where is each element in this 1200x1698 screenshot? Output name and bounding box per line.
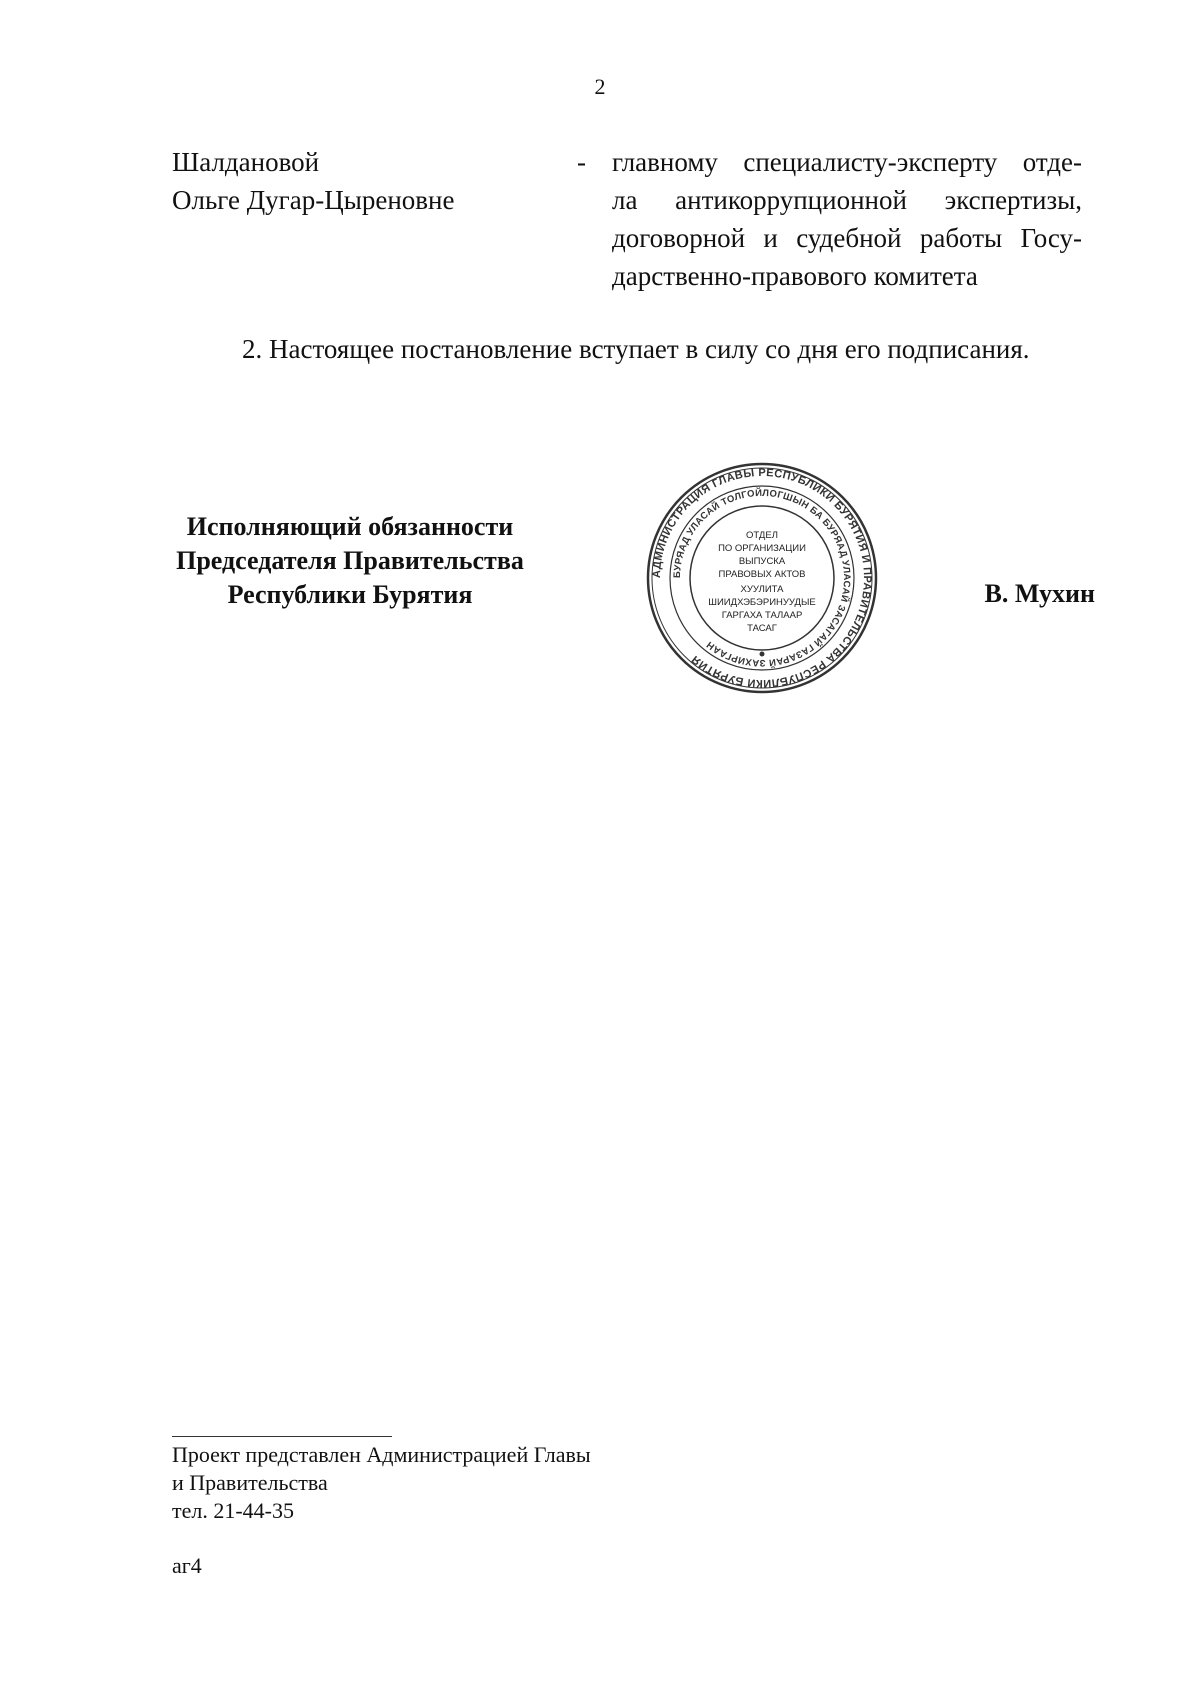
- seal-outer-text: АДМИНИСТРАЦИЯ ГЛАВЫ РЕСПУБЛИКИ БУРЯТИЯ И ПРАВИТЕЛЬСТВА РЕСПУБЛИКИ БУРЯТИЯ: [650, 466, 874, 690]
- file-code: аг4: [172, 1553, 202, 1578]
- appointee-surname: Шалдановой: [172, 147, 320, 177]
- signer-title-line: Председателя Правительства: [176, 546, 524, 575]
- signer-name: В. Мухин: [984, 579, 1095, 608]
- footer-note-line: тел. 21-44-35: [172, 1498, 295, 1523]
- footer-divider: [172, 1436, 392, 1437]
- seal-center-line: ОТДЕЛ: [746, 530, 778, 541]
- signer-title-line: Республики Бурятия: [227, 580, 473, 609]
- footer-note-line: Проект представлен Администрацией Главы: [172, 1442, 591, 1467]
- position-line: ла антикоррупционной экспертизы,: [612, 185, 1082, 215]
- position-line: главному специалисту-эксперту отде-: [612, 147, 1082, 177]
- appointee-name: [172, 143, 592, 219]
- position-line: договорной и судебной работы Госу-: [612, 223, 1082, 253]
- seal-dot: [760, 652, 765, 657]
- seal-center-line: ТАСАГ: [747, 623, 777, 634]
- seal-center-line: ПРАВОВЫХ АКТОВ: [718, 569, 806, 580]
- official-seal: [642, 458, 882, 698]
- footer-note: [172, 1441, 591, 1525]
- signer-title: [150, 510, 550, 612]
- dash-separator: -: [577, 147, 586, 177]
- footer-note-line: и Правительства: [172, 1470, 328, 1495]
- seal-center-text: [708, 530, 815, 634]
- appointee-position: [612, 143, 1082, 295]
- signer-title-line: Исполняющий обязанности: [186, 512, 514, 541]
- position-line: дарственно-правового комитета: [612, 261, 978, 291]
- appointee-given-name: Ольге Дугар-Цыреновне: [172, 185, 455, 215]
- seal-center-line: ВЫПУСКА: [738, 556, 786, 567]
- seal-inner-ring-text: БУРЯАД УЛАСАЙ ТОЛГОЙЛОГШЫН БА БУРЯАД УЛАСАЙ ЗАСАГАЙ ГАЗАРАЙ ЗАХИРГААН: [671, 487, 853, 669]
- page-number: 2: [594, 74, 606, 99]
- clause-2: 2. Настоящее постановление вступает в силу со дня его подписания.: [242, 334, 1030, 364]
- seal-center-line: ХУУЛИТА: [740, 584, 784, 595]
- seal-center-line: ПО ОРГАНИЗАЦИИ: [718, 543, 806, 554]
- seal-center-line: ГАРГАХА ТАЛААР: [721, 610, 803, 621]
- seal-center-line: ШИИДХЭБЭРИНУУДЫЕ: [708, 597, 816, 608]
